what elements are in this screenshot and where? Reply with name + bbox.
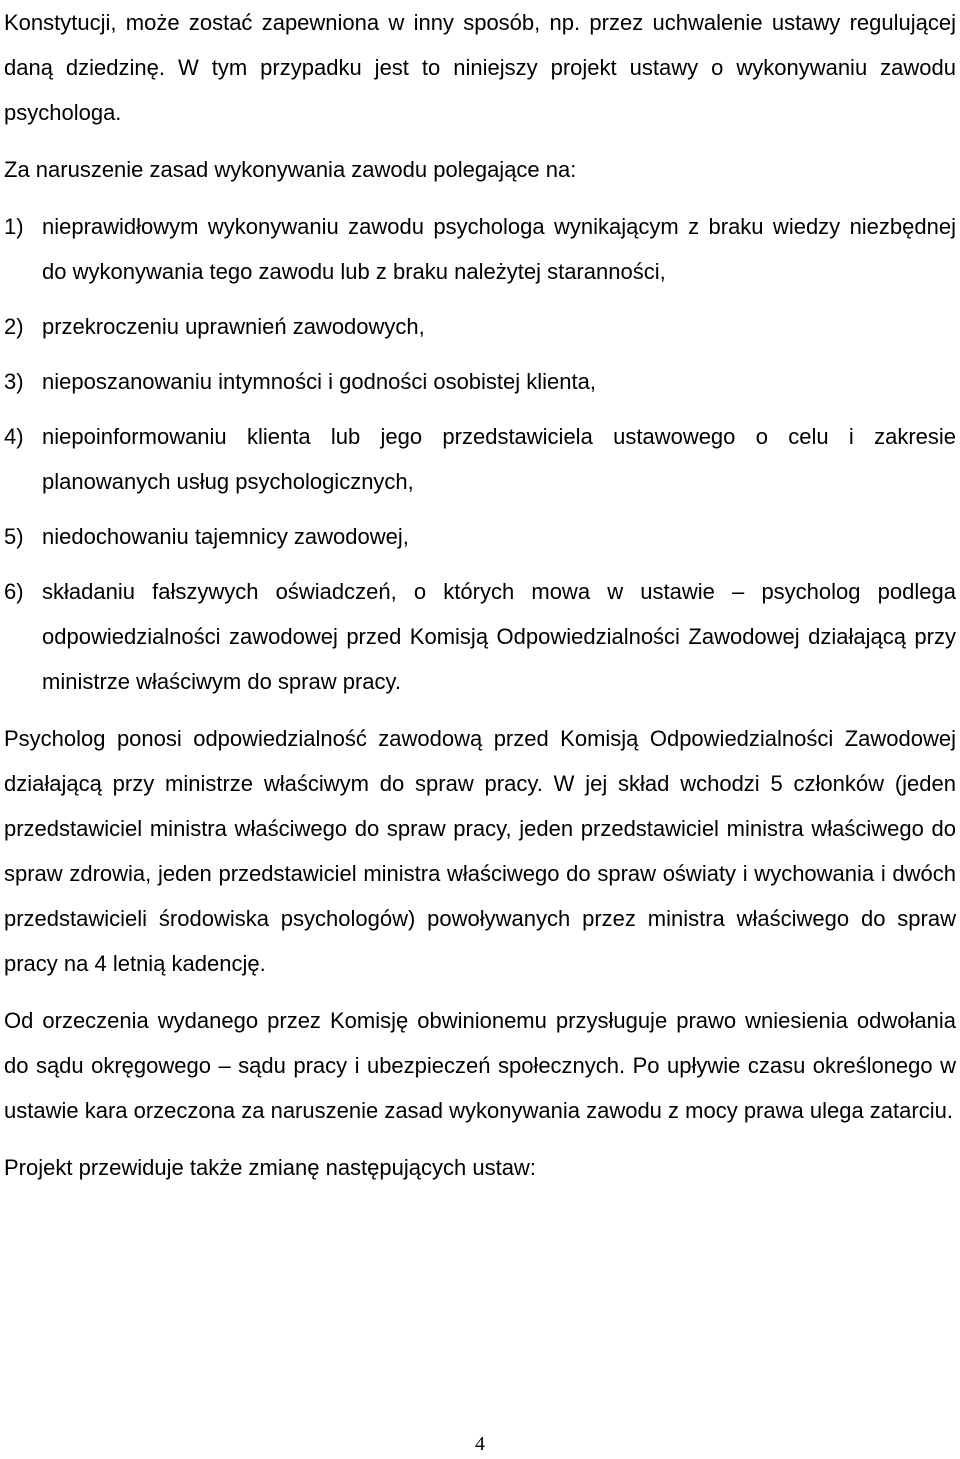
list-item <box>4 304 956 349</box>
intro-paragraph: Konstytucji, może zostać zapewniona w inny sposób, np. przez uchwalenie ustawy regulującej daną dziedzinę. W tym przypadku jest to niniejszy projekt ustawy o wykonywaniu zawodu psychologa. <box>4 10 956 125</box>
list-item-number: 3) <box>4 369 24 394</box>
appeal-paragraph: Od orzeczenia wydanego przez Komisję obwinionemu przysługuje prawo wniesienia odwołania do sądu okręgowego – sądu pracy i ubezpieczeń społecznych. Po upływie czasu określonego w ustawie kara orzeczona za naruszenie zasad wykonywania zawodu z mocy prawa ulega zatarciu. <box>4 1008 956 1123</box>
list-item-number: 5) <box>4 524 24 549</box>
list-item-text: nieprawidłowym wykonywaniu zawodu psychologa wynikającym z braku wiedzy niezbędnej do wykonywania tego zawodu lub z braku należytej staranności, <box>42 214 956 284</box>
list-item-number: 2) <box>4 314 24 339</box>
list-item-text: niedochowaniu tajemnicy zawodowej, <box>42 524 409 549</box>
list-item-text: przekroczeniu uprawnień zawodowych, <box>42 314 425 339</box>
list-item-text: nieposzanowaniu intymności i godności osobistej klienta, <box>42 369 596 394</box>
changes-paragraph: Projekt przewiduje także zmianę następujących ustaw: <box>4 1155 536 1180</box>
list-lead: Za naruszenie zasad wykonywania zawodu polegające na: <box>4 157 577 182</box>
list-item <box>4 414 956 504</box>
list-item-number: 4) <box>4 424 24 449</box>
violations-list <box>4 204 956 704</box>
page-number: 4 <box>475 1433 485 1455</box>
list-item <box>4 359 956 404</box>
list-item <box>4 514 956 559</box>
list-item-text: składaniu fałszywych oświadczeń, o których mowa w ustawie – psycholog podlega odpowiedzialności zawodowej przed Komisją Odpowiedzialności Zawodowej działającą przy ministrze właściwym do spraw pracy. <box>42 579 956 694</box>
document-page <box>4 0 956 1190</box>
list-item <box>4 204 956 294</box>
list-item <box>4 569 956 704</box>
list-item-number: 6) <box>4 579 24 604</box>
list-item-text: niepoinformowaniu klienta lub jego przedstawiciela ustawowego o celu i zakresie planowanych usług psychologicznych, <box>42 424 956 494</box>
list-item-number: 1) <box>4 214 24 239</box>
commission-paragraph: Psycholog ponosi odpowiedzialność zawodową przed Komisją Odpowiedzialności Zawodowej działającą przy ministrze właściwym do spraw pracy. W jej skład wchodzi 5 członków (jeden przedstawiciel ministra właściwego do spraw pracy, jeden przedstawiciel ministra właściwego do spraw zdrowia, jeden przedstawiciel ministra właściwego do spraw oświaty i wychowania i dwóch przedstawicieli środowiska psychologów) powoływanych przez ministra właściwego do spraw pracy na 4 letnią kadencję. <box>4 726 956 976</box>
